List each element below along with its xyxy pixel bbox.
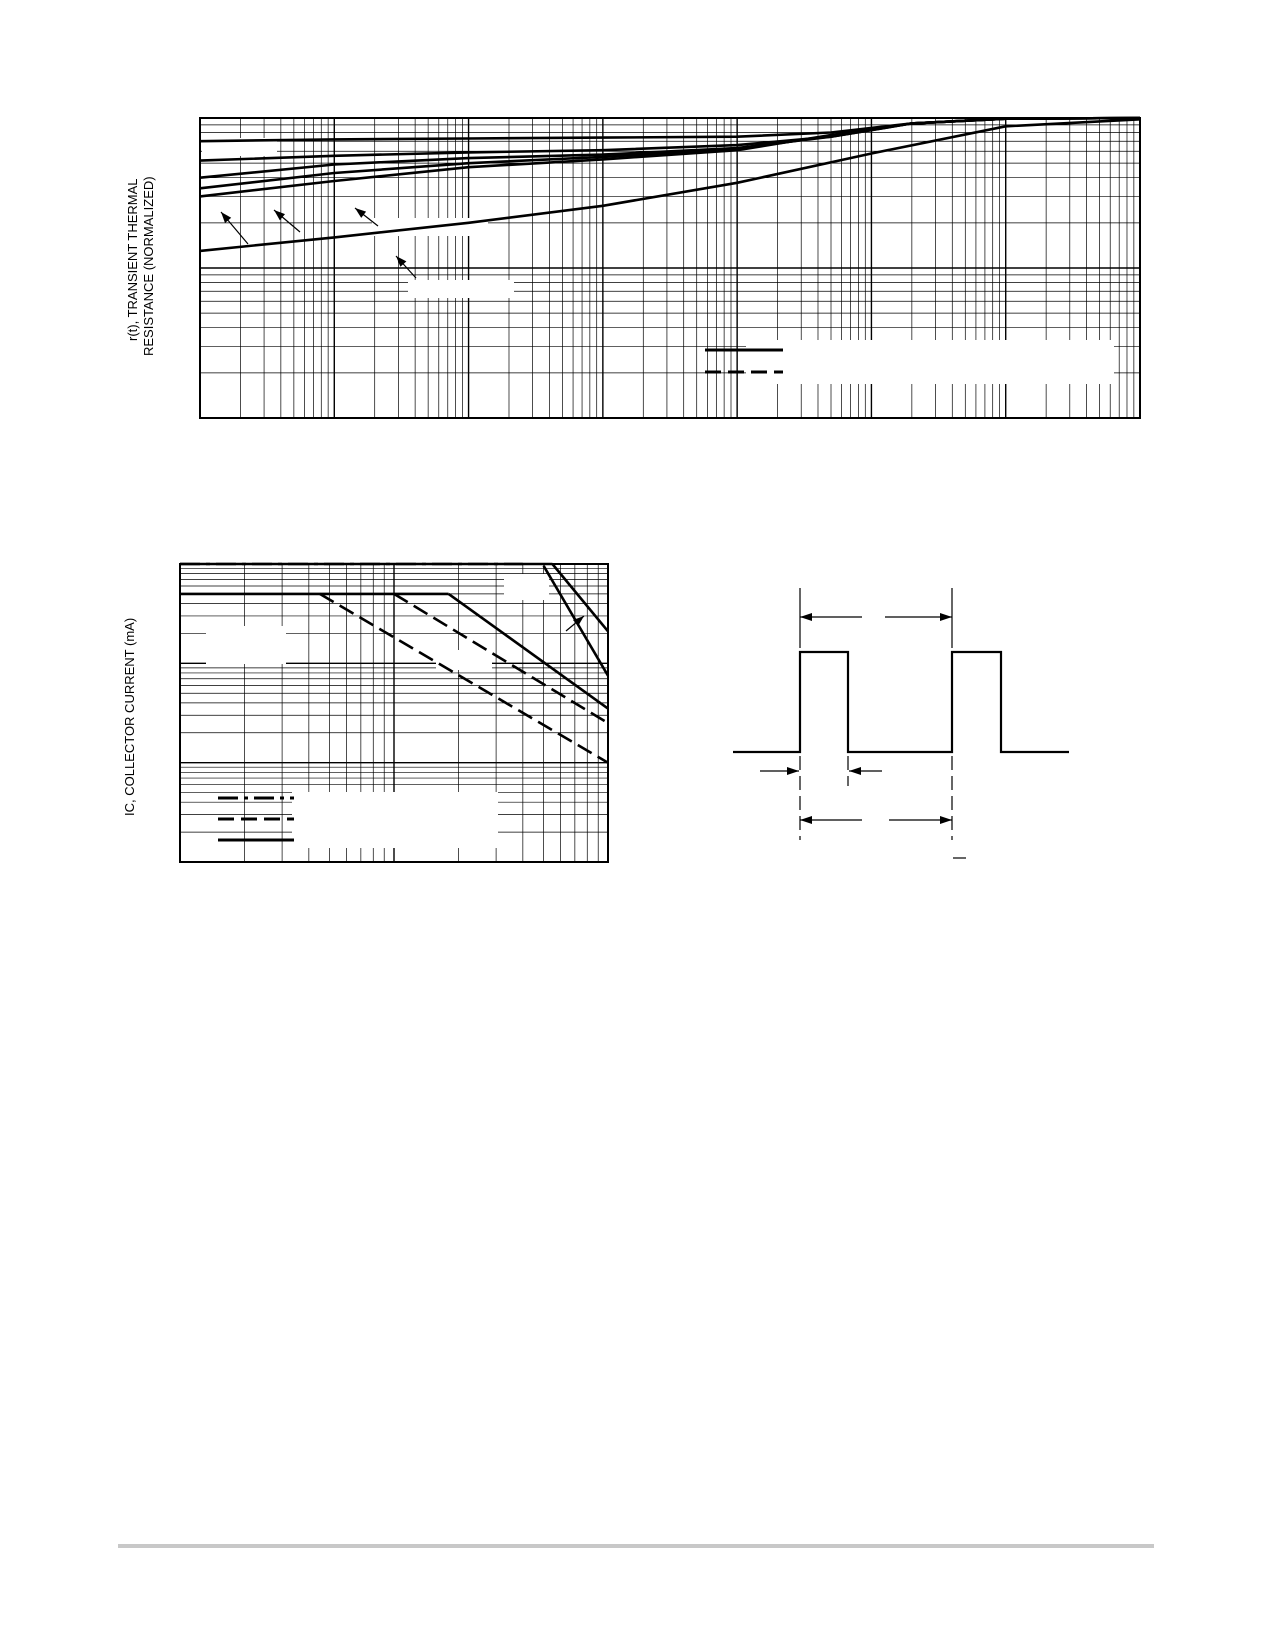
annotation-background: [292, 792, 498, 848]
annotation-background: [408, 280, 514, 298]
annotation-background: [504, 574, 549, 600]
annotation-background: [746, 340, 1114, 384]
series-line-5: [200, 118, 1140, 196]
collector-current-chart: [180, 564, 608, 862]
thermal-chart-ylabel-line2: RESISTANCE (NORMALIZED): [141, 176, 156, 356]
period-arrowhead-left: [800, 613, 812, 621]
pulse-width-arrowhead-left: [787, 767, 799, 775]
callout-arrowhead: [355, 208, 366, 218]
pulse-width-arrowhead-right: [849, 767, 861, 775]
current-chart-ylabel: IC, COLLECTOR CURRENT (mA): [122, 617, 137, 816]
lower-period-arrowhead-left: [800, 816, 812, 824]
thermal-resistance-chart: [200, 118, 1140, 418]
footer-rule: [118, 1544, 1154, 1548]
series-line-8: [394, 594, 608, 723]
lower-period-arrowhead-right: [940, 816, 952, 824]
annotation-background: [206, 626, 286, 664]
period-arrowhead-right: [940, 613, 952, 621]
pulse-waveform-diagram: [733, 588, 1069, 858]
series-line-1: [200, 118, 1140, 141]
pulse-waveform: [733, 652, 1069, 752]
thermal-chart-ylabel-line1: r(t), TRANSIENT THERMAL: [125, 178, 140, 341]
